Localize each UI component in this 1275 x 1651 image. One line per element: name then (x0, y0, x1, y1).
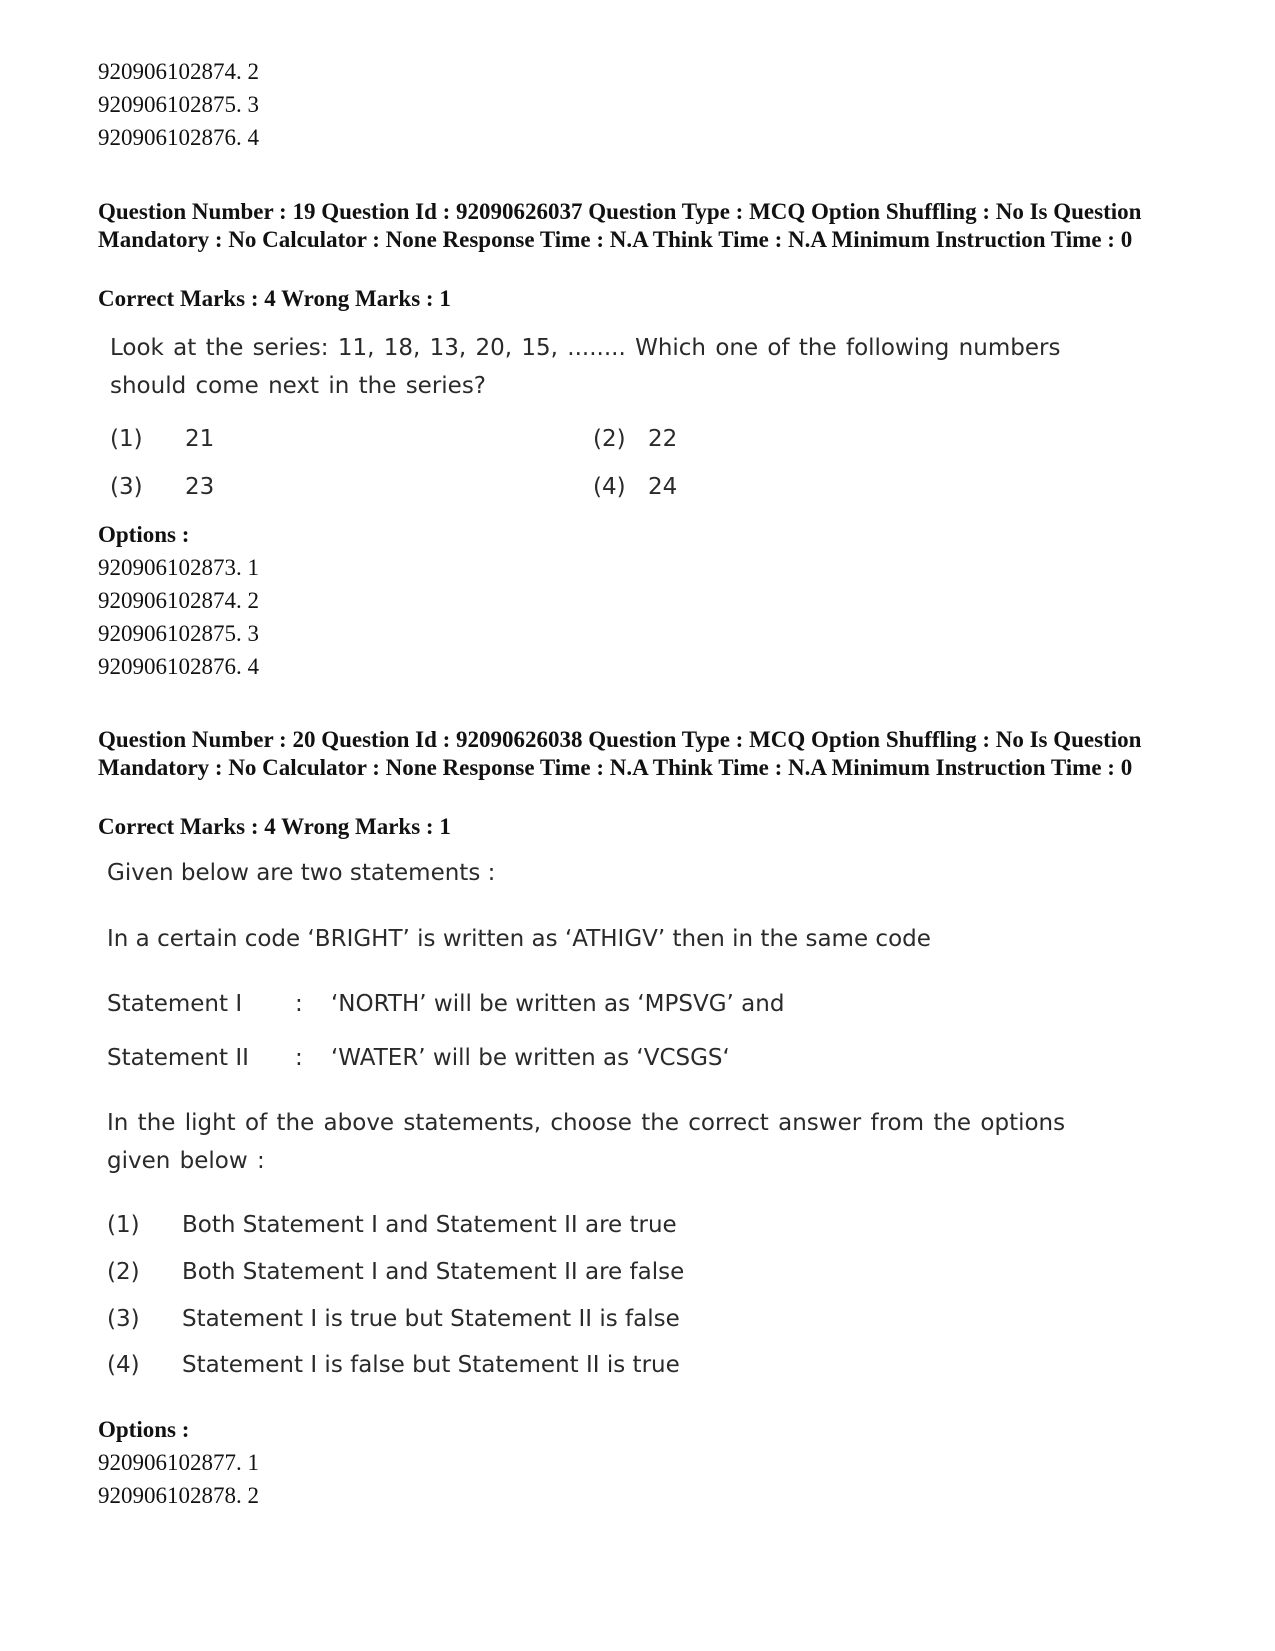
statement-1-label: Statement I (107, 991, 243, 1017)
q20-choice-3-text: Statement I is true but Statement II is false (182, 1306, 680, 1332)
q20-choice-2-text: Both Statement I and Statement II are false (182, 1259, 685, 1285)
option-line: 920906102874. 2 (98, 59, 259, 84)
q20-code-line: In a certain code ‘BRIGHT’ is written as ‘ATHIGV’ then in the same code (107, 926, 931, 952)
statement-2-sep: : (295, 1045, 303, 1071)
option-line: 920906102875. 3 (98, 92, 259, 117)
q19-choice-2-text: 22 (648, 426, 678, 452)
q20-choice-1-num: (1) (107, 1212, 140, 1238)
q20-instruction: In the light of the above statements, choose the correct answer from the options given below : (107, 1110, 1066, 1174)
question-19-marks: Correct Marks : 4 Wrong Marks : 1 (98, 286, 451, 311)
q20-choice-3-num: (3) (107, 1306, 140, 1332)
statement-2-text: ‘WATER’ will be written as ‘VCSGS‘ (331, 1045, 730, 1071)
option-line: 920906102876. 4 (98, 125, 259, 150)
option-line: 920906102875. 3 (98, 621, 259, 646)
q20-intro: Given below are two statements : (107, 860, 496, 886)
statement-1-sep: : (295, 991, 303, 1017)
q20-choice-4-num: (4) (107, 1352, 140, 1378)
q19-options-label: Options : (98, 522, 190, 547)
statement-2-label: Statement II (107, 1045, 249, 1071)
q19-choice-2-num: (2) (593, 426, 626, 452)
option-line: 920906102878. 2 (98, 1483, 259, 1508)
q20-options-label: Options : (98, 1417, 190, 1442)
q19-choice-4-num: (4) (593, 474, 626, 500)
question-20-marks: Correct Marks : 4 Wrong Marks : 1 (98, 814, 451, 839)
q20-choice-4-text: Statement I is false but Statement II is true (182, 1352, 680, 1378)
question-20-header: Question Number : 20 Question Id : 92090626038 Question Type : MCQ Option Shuffling : No Is Question Mandatory : No Calculator : None Response Time : N.A Think Time : N.A Minimum Instruction Time : 0 (98, 727, 1142, 780)
question-19-text: Look at the series: 11, 18, 13, 20, 15, ........ Which one of the following numbers should come next in the series? (110, 335, 1061, 399)
option-line: 920906102877. 1 (98, 1450, 259, 1475)
q19-choice-4-text: 24 (648, 474, 678, 500)
q19-choice-1-text: 21 (185, 426, 215, 452)
option-line: 920906102874. 2 (98, 588, 259, 613)
question-19-header: Question Number : 19 Question Id : 92090626037 Question Type : MCQ Option Shuffling : No Is Question Mandatory : No Calculator : None Response Time : N.A Think Time : N.A Minimum Instruction Time : 0 (98, 199, 1142, 252)
q19-choice-3-num: (3) (110, 474, 143, 500)
option-line: 920906102876. 4 (98, 654, 259, 679)
q20-choice-2-num: (2) (107, 1259, 140, 1285)
option-line: 920906102873. 1 (98, 555, 259, 580)
q19-choice-3-text: 23 (185, 474, 215, 500)
statement-1-text: ‘NORTH’ will be written as ‘MPSVG’ and (331, 991, 785, 1017)
q19-choice-1-num: (1) (110, 426, 143, 452)
q20-choice-1-text: Both Statement I and Statement II are true (182, 1212, 677, 1238)
